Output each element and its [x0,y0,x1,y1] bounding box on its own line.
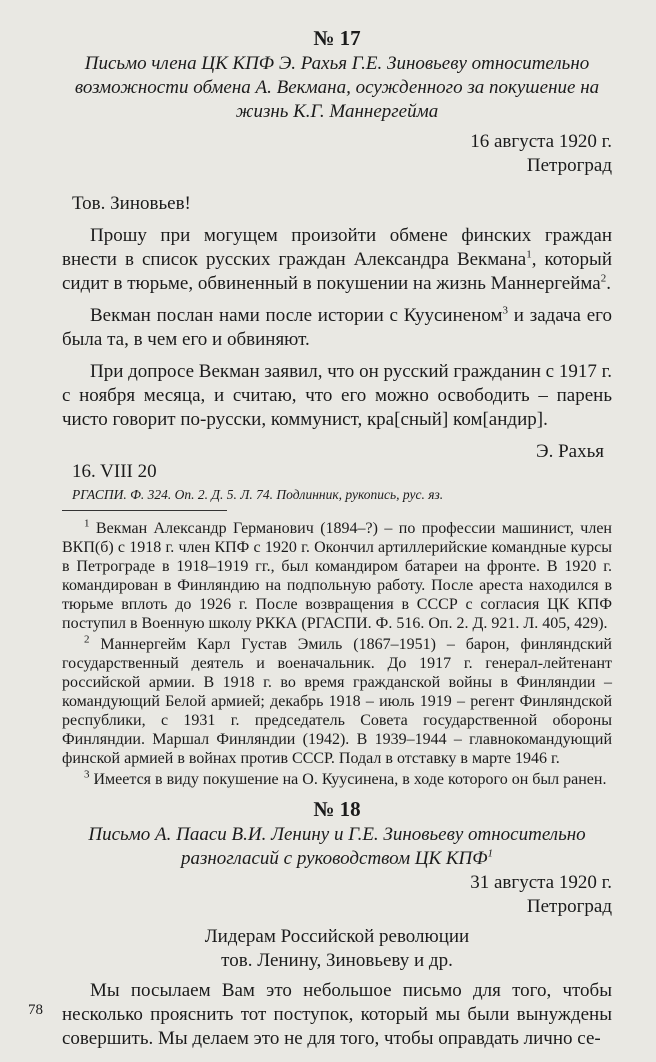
doc-18-number: № 18 [313,797,361,821]
footnote-3 [62,770,612,789]
doc-18-title [62,823,612,871]
doc-17-sign-date-row [62,460,612,484]
footnote-1 [62,519,612,633]
doc-17-paragraph-3: При допросе Векман заявил, что он русский гражданин с 1917 г. с ноября месяца, и считаю, что его можно освободить – парень чисто говорит по-русски, коммунист, кра[сный] ком[андир]. [62,361,612,430]
doc-18-title-text: Письмо А. Пааси В.И. Ленину и Г.Е. Зиновьеву относительно разногласий с руководством ЦК КПФ [88,824,586,869]
doc-17-signature: Э. Рахья [536,441,604,462]
footnote-2 [62,635,612,768]
document-18 [62,797,612,1051]
doc-17-sign-date: 16. VIII 20 [72,461,157,482]
p2-text: Векман послан нами после истории с Куусиненом [90,305,503,326]
footnotes [62,519,612,789]
doc-17-place: Петроград [526,155,612,176]
doc-17-salutation: Тов. Зиновьев! [72,193,191,214]
doc-17-number: № 17 [313,26,361,50]
p1-text: Прошу при могущем произойти обмене финских граждан внести в список русских граждан Александра Векмана [62,225,612,270]
doc-18-paragraph-1: Мы посылаем Вам это небольшое письмо для того, чтобы несколько прояснить тот поступок, который мы были вынуждены совершить. Мы делаем это не для того, чтобы оправдать лично се- [62,980,612,1049]
footnote-ref-1: 1 [487,847,494,860]
doc-18-place: Петроград [526,896,612,917]
document-17 [62,26,612,789]
footnote-number: 2 [84,633,90,646]
footnote-number: 1 [84,517,90,530]
p1-text-end: . [606,273,611,294]
p1-text-mid: , который сидит в тюрьме, обвиненный в покушении на жизнь Маннергейма [62,249,612,294]
footnote-ref-3: 3 [502,304,509,317]
footnote-ref-1: 1 [526,248,532,261]
doc-18-addressee-line-1: Лидерам Российской революции [204,926,470,947]
footnote-text: Маннергейм Карл Густав Эмиль (1867–1951) – барон, финляндский государственный деятель и военачальник. До 1917 г. генерал-лейтенант российской армии. В 1918 г. во время гражданской войны в Финляндии – командующий Белой армией; декабрь 1918 – июль 1919 – регент Финляндской республики, с 1931 г. председатель Совета государственной обороны Финляндии. Маршал Финляндии (1942). В 1939–1944 – главнокомандующий финской армией в войнах против СССР. Подал в отставку в марте 1946 г. [62,636,612,767]
doc-17-paragraph-1 [62,224,612,296]
footnote-ref-2: 2 [600,272,607,285]
doc-18-date: 31 августа 1920 г. [470,872,612,893]
page-number: 78 [28,1002,43,1018]
footnote-text: Векман Александр Германович (1894–?) – по профессии машинист, член ВКП(б) с 1918 г. член КПФ с 1920 г. Окончил артиллерийские командные курсы в Петрограде в 1918–1919 гг., был командиром батареи на фронте. В 1920 г. командирован в Финляндию на подпольную работу. После ареста находился в тюрьме вплоть до 1926 г. После возвращения в СССР с согласия ЦК КПФ поступил в Военную школу РККА (РГАСПИ. Ф. 516. Оп. 2. Д. 921. Л. 405, 429). [62,520,612,632]
footnote-text: Имеется в виду покушение на О. Куусинена, в ходе которого он был ранен. [89,771,607,788]
doc-17-date: 16 августа 1920 г. [470,131,612,152]
doc-17-paragraph-2 [62,304,612,352]
doc-17-title: Письмо члена ЦК КПФ Э. Рахья Г.Е. Зиновьеву относительно возможности обмена А. Векмана, осужденного за покушение на жизнь К.Г. Маннергейма [74,53,600,122]
doc-18-addressee-line-2: тов. Ленину, Зиновьеву и др. [221,950,453,971]
doc-17-archive-ref: РГАСПИ. Ф. 324. Оп. 2. Д. 5. Л. 74. Подлинник, рукопись, рус. яз. [72,487,444,502]
footnote-number: 3 [84,768,90,781]
footnote-divider [62,510,227,511]
p2-text-end: и задача его была та, в чем его и обвиняют. [62,305,613,350]
